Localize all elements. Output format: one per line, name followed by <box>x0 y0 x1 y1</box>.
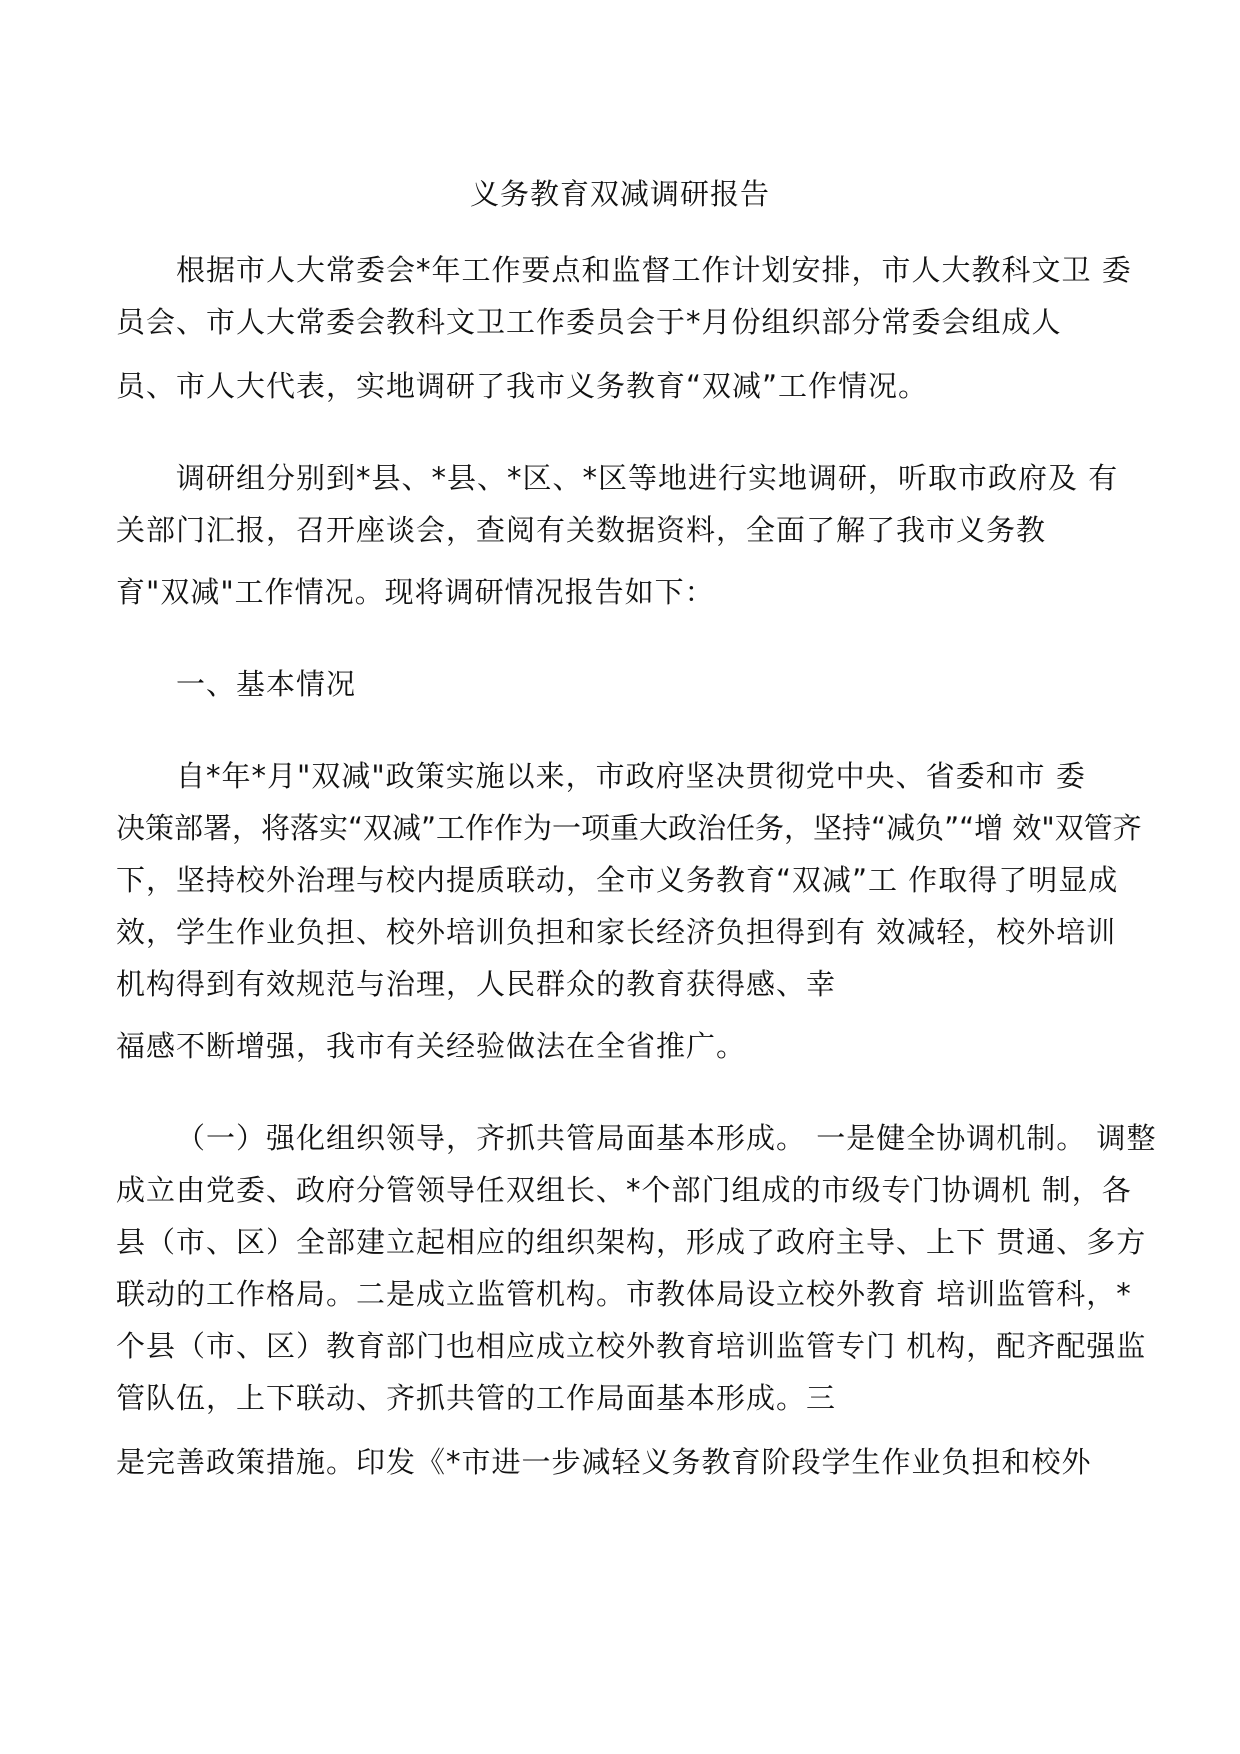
paragraph-line: 关部门汇报，召开座谈会，查阅有关数据资料，全面了解了我市义务教 <box>116 513 1047 547</box>
paragraph-line: 联动的工作格局。二是成立监管机构。市教体局设立校外教育 培训监管科，* <box>116 1277 1132 1311</box>
paragraph-line: 县（市、区）全部建立起相应的组织架构，形成了政府主导、上下 贯通、多方 <box>116 1225 1147 1259</box>
paragraph-line: 根据市人大常委会*年工作要点和监督工作计划安排，市人大教科文卫 委 <box>176 253 1132 287</box>
paragraph-line: 成立由党委、政府分管领导任双组长、*个部门组成的市级专门协调机 制，各 <box>116 1173 1132 1207</box>
paragraph-line: 调研组分别到*县、*县、*区、*区等地进行实地调研，听取市政府及 有 <box>176 461 1119 495</box>
paragraph-line: 决策部署，将落实“双减”工作作为一项重大政治任务，坚持“减负”“增 效"双管齐 <box>116 811 1142 845</box>
paragraph-line: 个县（市、区）教育部门也相应成立校外教育培训监管专门 机构，配齐配强监 <box>116 1329 1147 1363</box>
paragraph-line: 管队伍，上下联动、齐抓共管的工作局面基本形成。三 <box>116 1381 837 1415</box>
paragraph-line: 员、市人大代表，实地调研了我市义务教育“双减”工作情况。 <box>116 369 929 403</box>
paragraph-line: 是完善政策措施。印发《*市进一步减轻义务教育阶段学生作业负担和校外 <box>116 1445 1092 1479</box>
paragraph-line: 效，学生作业负担、校外培训负担和家长经济负担得到有 效减轻，校外培训 <box>116 915 1117 949</box>
paragraph-line: 育"双减"工作情况。现将调研情况报告如下： <box>116 575 715 609</box>
section-heading: 一、基本情况 <box>176 667 357 701</box>
paragraph-line: 员会、市人大常委会教科文卫工作委员会于*月份组织部分常委会组成人 <box>116 305 1062 339</box>
paragraph-line: 福感不断增强，我市有关经验做法在全省推广。 <box>116 1029 747 1063</box>
document-title: 义务教育双减调研报告 <box>469 177 770 211</box>
paragraph-line: 自*年*月"双减"政策实施以来，市政府坚决贯彻党中央、省委和市 委 <box>176 759 1086 793</box>
paragraph-line: 机构得到有效规范与治理，人民群众的教育获得感、幸 <box>116 967 837 1001</box>
paragraph-line: 下，坚持校外治理与校内提质联动，全市义务教育“双减”工 作取得了明显成 <box>116 863 1119 897</box>
paragraph-line: （一）强化组织领导，齐抓共管局面基本形成。 一是健全协调机制。 调整 <box>176 1121 1157 1155</box>
